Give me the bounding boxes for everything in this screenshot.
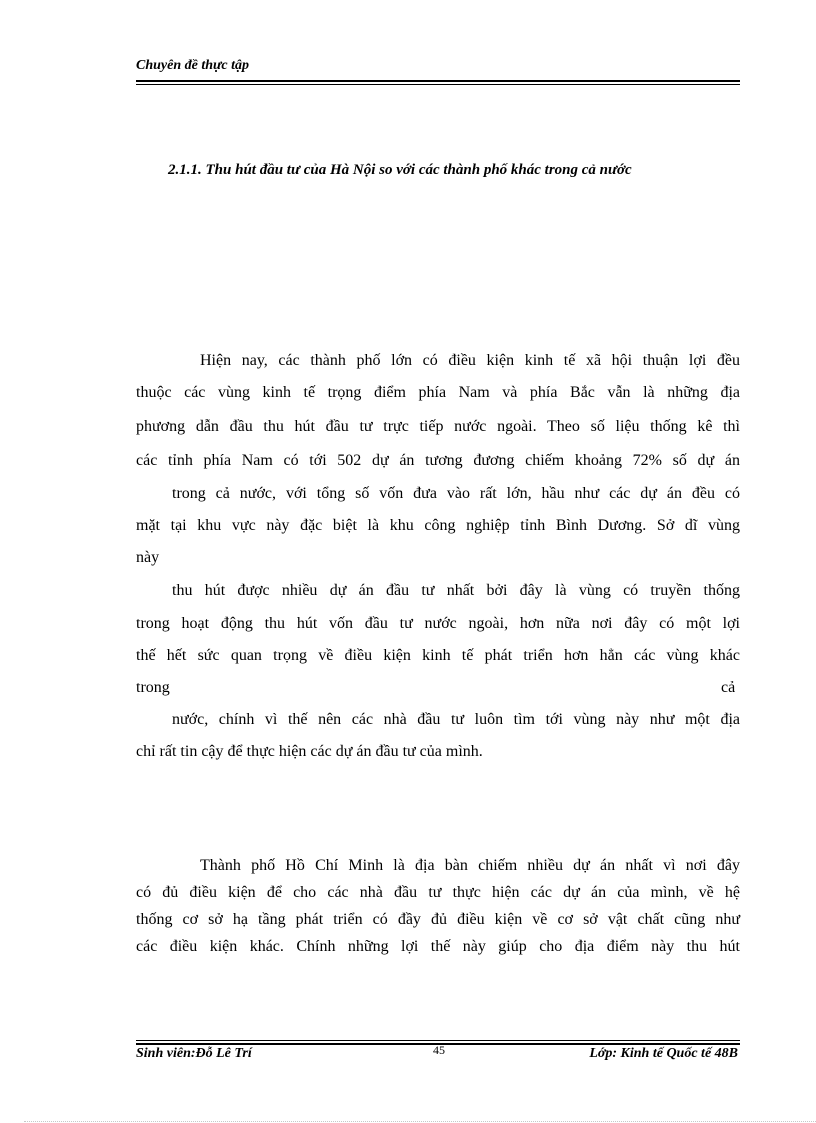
- paragraph-line: thế hết sức quan trọng về điều kiện kinh tế phát triển hơn hẳn các vùng khác: [136, 647, 740, 664]
- paragraph-line: các tỉnh phía Nam có tới 502 dự án tương đương chiếm khoảng 72% số dự án: [136, 452, 740, 469]
- paragraph-line: thống cơ sở hạ tầng phát triển có đầy đủ điều kiện về cơ sở vật chất cũng như: [136, 911, 740, 928]
- paragraph-line: chỉ rất tin cậy để thực hiện các dự án đầu tư của mình.: [136, 743, 483, 760]
- paragraph-line: Thành phố Hồ Chí Minh là địa bàn chiếm nhiều dự án nhất vì nơi đây: [200, 857, 740, 874]
- paragraph-line: mặt tại khu vực này đặc biệt là khu công nghiệp tỉnh Bình Dương. Sở dĩ vùng: [136, 517, 740, 534]
- paragraph-line: các điều kiện khác. Chính những lợi thế này giúp cho địa điểm này thu hút: [136, 938, 740, 955]
- paragraph-line: thuộc các vùng kinh tế trọng điểm phía Nam và phía Bắc vẫn là những địa: [136, 384, 740, 401]
- paragraph-line: có đủ điều kiện để cho các nhà đầu tư thực hiện các dự án của mình, về hệ: [136, 884, 740, 901]
- header-rule-thick: [136, 80, 740, 82]
- footer-class: Lớp: Kinh tế Quốc tế 48B: [589, 1046, 738, 1061]
- paragraph-line: này: [136, 549, 160, 566]
- header-title: Chuyên đề thực tập: [136, 58, 250, 73]
- header-rule-thin: [136, 84, 740, 85]
- paragraph-line: trong hoạt động thu hút vốn đầu tư nước ngoài, hơn nữa nơi đây có một lợi: [136, 615, 740, 632]
- paragraph-line: nước, chính vì thế nên các nhà đầu tư luôn tìm tới vùng này như một địa: [172, 711, 740, 728]
- paragraph-line: thu hút được nhiều dự án đầu tư nhất bởi đây là vùng có truyền thống: [172, 582, 740, 599]
- section-heading: 2.1.1. Thu hút đầu tư của Hà Nội so với các thành phố khác trong cả nước: [168, 162, 632, 178]
- paragraph-line: Hiện nay, các thành phố lớn có điều kiện kinh tế xã hội thuận lợi đều: [200, 352, 740, 369]
- footer-rule-thin: [136, 1040, 740, 1041]
- paragraph-line: phương dẫn đầu thu hút đầu tư trực tiếp nước ngoài. Theo số liệu thống kê thì: [136, 418, 740, 435]
- footer-student: Sinh viên:Đỗ Lê Trí: [136, 1046, 252, 1061]
- paragraph-line: trong cả nước, với tổng số vốn đưa vào rất lớn, hầu như các dự án đều có: [172, 485, 740, 502]
- page-number: 45: [433, 1043, 445, 1057]
- page-bottom-border: [24, 1121, 816, 1122]
- paragraph-line: cả: [721, 679, 736, 696]
- paragraph-line: trong: [136, 679, 170, 696]
